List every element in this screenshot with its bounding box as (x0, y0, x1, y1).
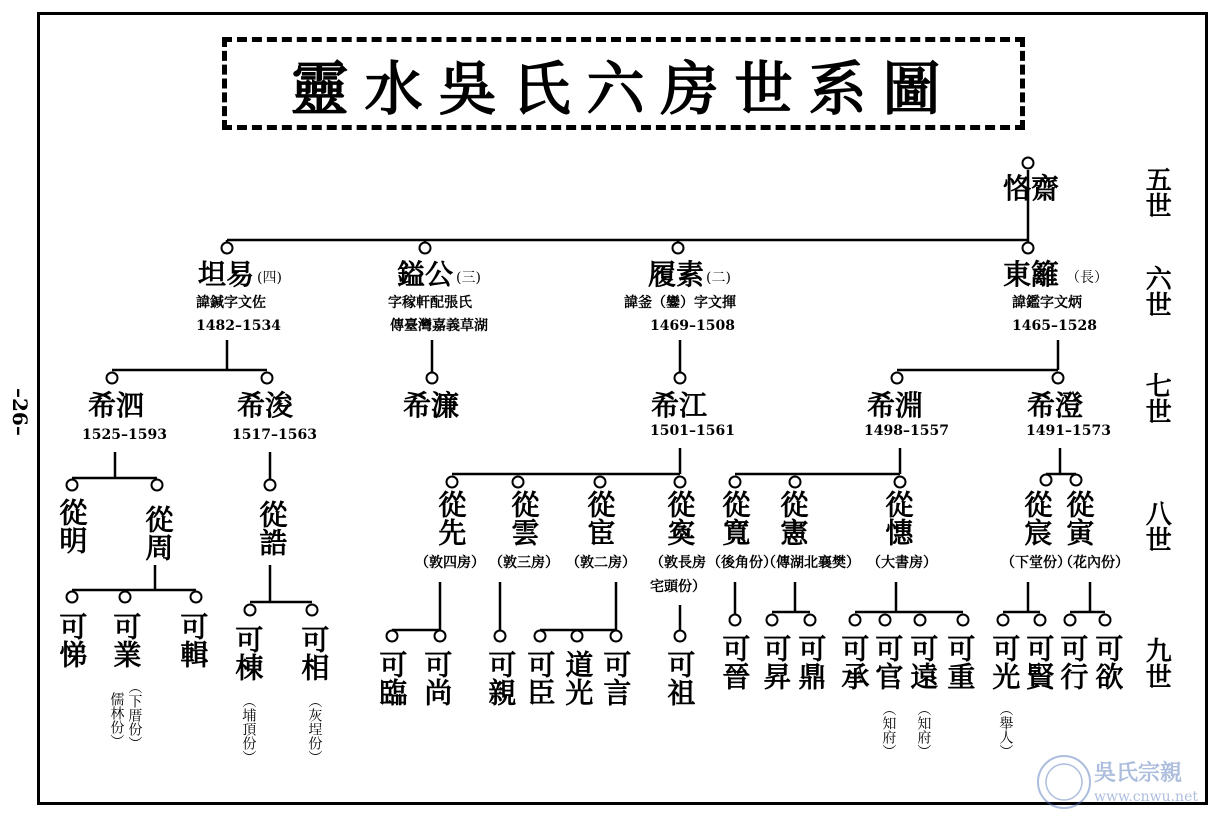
generation-label-8: 八世 (1141, 500, 1172, 552)
node-marker (611, 631, 622, 642)
gen9-note: （灰埕份） (306, 694, 323, 764)
gen6-note: 諱鑑字文炳 (1012, 295, 1082, 311)
node-marker (435, 631, 446, 642)
gen5-name: 恪齋 (1003, 172, 1060, 205)
gen9-name: 可悌 (55, 612, 89, 668)
node-marker (675, 373, 686, 384)
node-marker (895, 477, 906, 488)
node-marker (805, 615, 816, 626)
gen6-rank: (三) (456, 270, 481, 286)
gen9-name: 可尚 (420, 650, 454, 706)
gen8-note: （敦長房 (650, 555, 706, 571)
gen9-name: 可光 (988, 634, 1022, 690)
gen9-name: 可晉 (718, 634, 752, 690)
gen9-name: 可欲 (1091, 634, 1125, 690)
gen9-name: 可重 (943, 634, 977, 690)
node-marker (307, 605, 318, 616)
generation-label-7: 七世 (1141, 372, 1172, 424)
gen7-name: 希淵 (867, 389, 924, 422)
gen9-name: 可言 (599, 650, 633, 706)
gen9-name: 可業 (109, 612, 143, 668)
node-marker (1041, 475, 1052, 486)
gen8-name: 從明 (55, 498, 89, 554)
node-marker (427, 373, 438, 384)
gen9-note: （下厝份） (126, 680, 143, 750)
node-marker (265, 480, 276, 491)
page-title: 靈水吳氏六房世系圖 (290, 54, 957, 123)
gen6-years: 1469–1508 (650, 318, 735, 334)
node-marker (595, 477, 606, 488)
gen6-years: 1465–1528 (1012, 318, 1097, 334)
gen6-rank: (四) (257, 270, 282, 286)
node-marker (107, 373, 118, 384)
gen6-note: 諱鍼字文佐 (196, 295, 266, 311)
gen9-name: 可相 (297, 625, 331, 681)
node-marker (892, 373, 903, 384)
page-number: –26– (8, 388, 32, 436)
node-marker (535, 631, 546, 642)
gen9-name: 可官 (871, 634, 905, 690)
node-marker (245, 605, 256, 616)
node-marker (790, 477, 801, 488)
node-marker (191, 592, 202, 603)
node-marker (998, 615, 1009, 626)
node-marker (673, 243, 684, 254)
gen8-name: 從宦 (583, 490, 617, 546)
watermark-url: www.cnwu.net (1094, 789, 1198, 805)
node-marker (387, 631, 398, 642)
node-marker (958, 615, 969, 626)
node-marker (67, 592, 78, 603)
node-marker (730, 477, 741, 488)
gen9-name: 可輯 (176, 612, 210, 668)
gen7-name: 希浚 (237, 389, 294, 422)
gen8-note: （大書房） (867, 555, 937, 571)
node-marker (1023, 158, 1034, 169)
gen7-years: 1498–1557 (864, 423, 949, 439)
gen6-note: 諱釜（鑾）字文揮 (624, 295, 736, 311)
gen9-name: 可棟 (231, 625, 265, 681)
node-marker (1023, 243, 1034, 254)
node-marker (1100, 615, 1111, 626)
gen9-name: 可遠 (906, 634, 940, 690)
gen9-name: 可承 (837, 634, 871, 690)
gen9-name: 可親 (484, 650, 518, 706)
node-marker (1071, 475, 1082, 486)
gen6-note: 字稼軒配張氏 (388, 295, 472, 311)
node-marker (730, 615, 741, 626)
gen8-note: （下堂份） (1001, 555, 1071, 571)
node-marker (447, 477, 458, 488)
gen6-rank: (二) (706, 270, 731, 286)
gen8-note: （後角份） (707, 555, 777, 571)
gen8-name: 從宸 (1020, 490, 1054, 546)
gen7-years: 1501–1561 (650, 423, 735, 439)
node-marker (915, 615, 926, 626)
gen9-note: （知府） (915, 702, 932, 758)
node-marker (850, 615, 861, 626)
gen9-name: 可鼎 (794, 634, 828, 690)
gen6-name: 坦易 (198, 258, 255, 291)
gen7-name: 希澄 (1027, 389, 1084, 422)
gen6-note: 傳臺灣嘉義草湖 (390, 318, 488, 334)
gen8-note: （敦二房） (566, 555, 636, 571)
gen6-name: 東籬 (1003, 258, 1060, 291)
node-marker (513, 477, 524, 488)
node-marker (767, 615, 778, 626)
node-marker (67, 480, 78, 491)
node-marker (1065, 615, 1076, 626)
node-marker (495, 631, 506, 642)
node-marker (572, 631, 583, 642)
node-marker (222, 243, 233, 254)
node-marker (420, 243, 431, 254)
gen8-note: （花內份） (1059, 555, 1129, 571)
gen8-name: 從雲 (507, 490, 541, 546)
gen6-name: 履素 (648, 258, 705, 291)
node-marker (120, 592, 131, 603)
gen7-years: 1525–1593 (82, 427, 167, 443)
watermark-seal-icon (1034, 752, 1094, 812)
gen7-name: 希濂 (403, 389, 460, 422)
gen6-name: 鎰公 (397, 258, 454, 291)
gen8-name: 從寅 (1062, 490, 1096, 546)
generation-label-5: 五世 (1141, 166, 1172, 218)
node-marker (1035, 615, 1046, 626)
node-marker (675, 477, 686, 488)
gen9-name: 可臣 (523, 650, 557, 706)
gen9-name: 可行 (1056, 634, 1090, 690)
gen8-name: 從寬 (718, 490, 752, 546)
gen8-name: 從憲 (776, 490, 810, 546)
watermark-text: 吳氏宗親 (1094, 760, 1183, 786)
gen9-note: 儒林份） (108, 692, 125, 748)
gen7-years: 1517–1563 (232, 427, 317, 443)
gen8-name: 從憓 (881, 490, 915, 546)
generation-label-9: 九世 (1141, 637, 1172, 689)
gen7-name: 希泗 (88, 389, 145, 422)
gen9-name: 可昇 (759, 634, 793, 690)
gen8-name: 從誥 (255, 500, 289, 556)
gen9-note: （知府） (880, 702, 897, 758)
gen9-name: 可臨 (375, 650, 409, 706)
gen9-name: 可祖 (663, 650, 697, 706)
gen9-name: 道光 (561, 650, 595, 706)
gen8-note: （敦四房） (415, 555, 485, 571)
gen7-years: 1491–1573 (1026, 423, 1111, 439)
gen8-name: 從先 (434, 490, 468, 546)
watermark (1034, 752, 1198, 816)
gen8-note: 宅頭份） (650, 579, 706, 595)
gen9-note: （舉人） (997, 702, 1014, 758)
gen9-name: 可賢 (1022, 634, 1056, 690)
node-marker (262, 373, 273, 384)
gen7-name: 希江 (651, 389, 708, 422)
node-marker (152, 480, 163, 491)
gen8-name: 從周 (141, 505, 175, 561)
generation-label-6: 六世 (1141, 265, 1172, 317)
gen9-note: （埔頂份） (240, 694, 257, 764)
node-marker (1053, 373, 1064, 384)
node-marker (880, 615, 891, 626)
node-marker (675, 631, 686, 642)
gen8-name: 從寏 (663, 490, 697, 546)
gen8-note: （敦三房） (489, 555, 559, 571)
gen6-years: 1482–1534 (196, 318, 281, 334)
gen8-note: （傳湖北襄樊） (762, 555, 860, 571)
gen6-rank: （長） (1066, 270, 1108, 286)
